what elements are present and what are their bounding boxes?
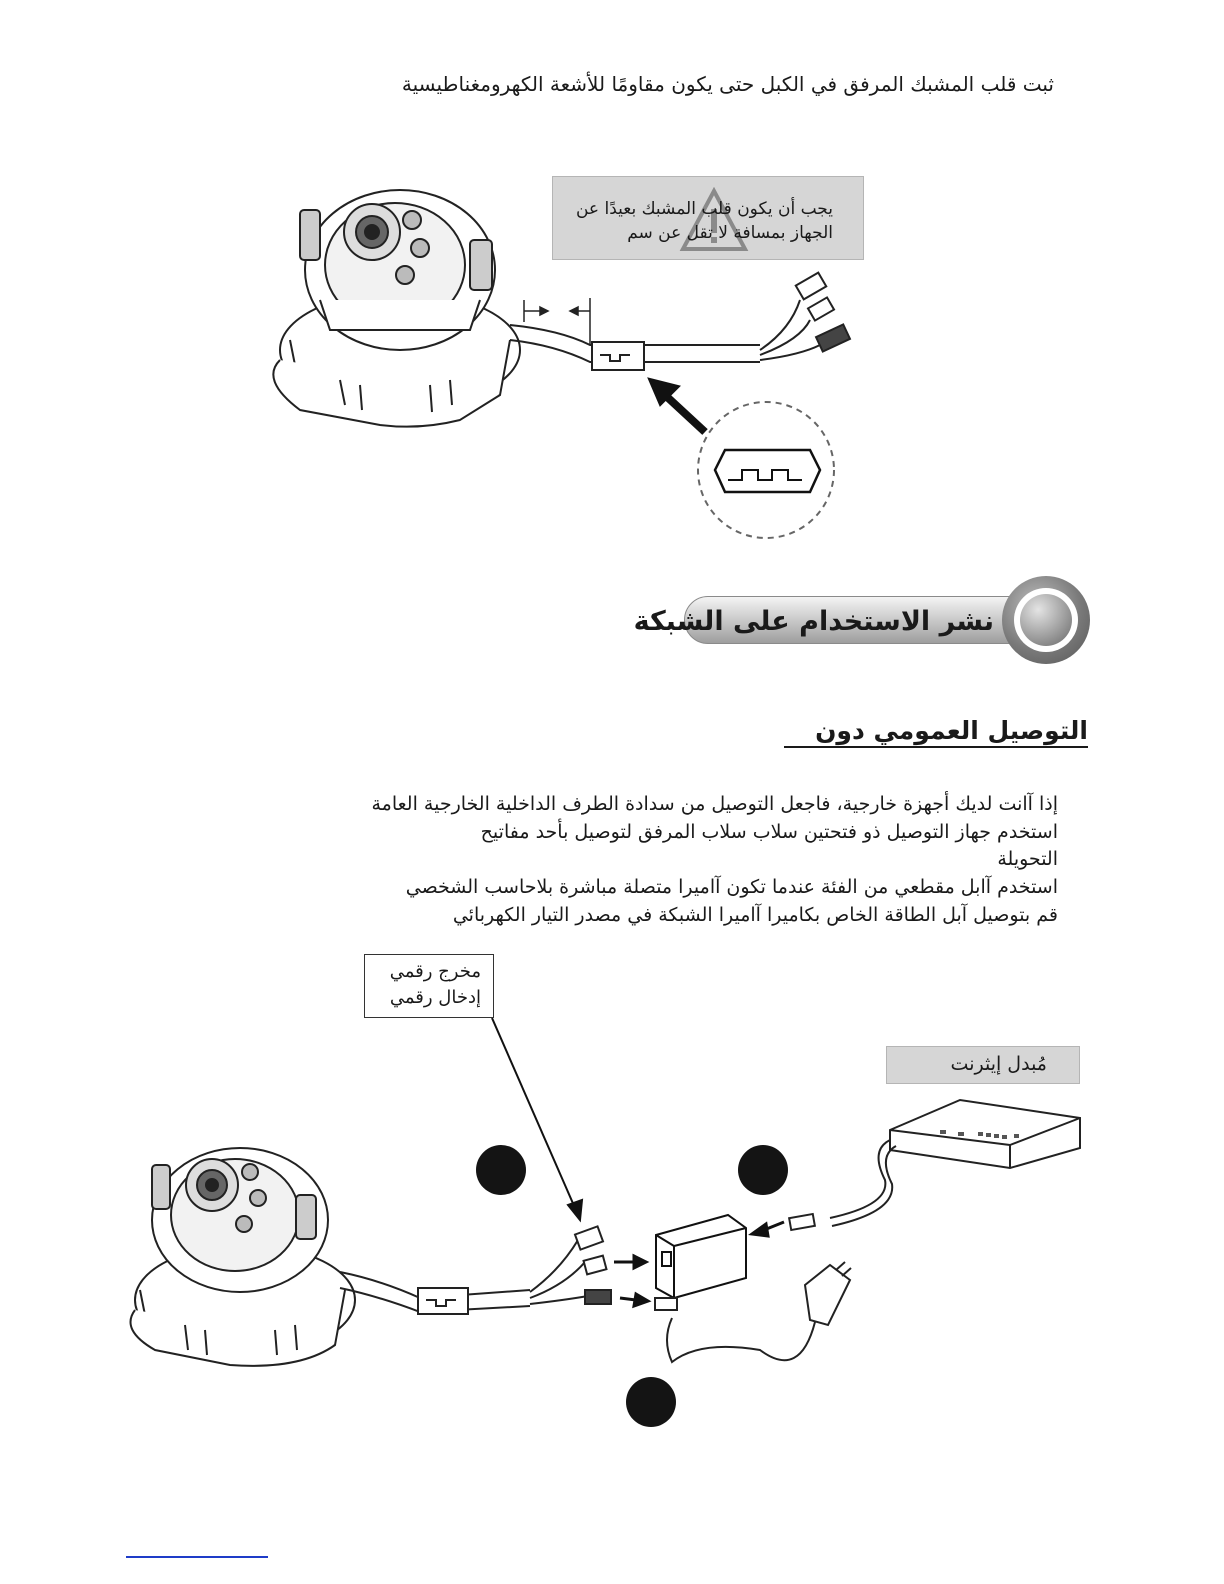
body-line-5: قم بتوصيل آبل الطاقة الخاص بكاميرا آاميرا الشبكة في مصدر التيار الكهربائي <box>452 904 1058 926</box>
ethernet-switch-label-text: مُبدل إيثرنت <box>950 1053 1047 1075</box>
cable-bottom <box>340 1240 588 1314</box>
body-line-3: التحويلة <box>997 848 1058 870</box>
banner-title: نشر الاستخدام على الشبكة <box>633 606 994 637</box>
footer-rule <box>126 1556 268 1558</box>
io-callout <box>364 954 494 1018</box>
dome-camera-bottom <box>131 1148 356 1366</box>
rj45-coupler <box>656 1215 746 1298</box>
cable-top <box>510 300 820 370</box>
step-marker-2 <box>738 1145 788 1195</box>
top-instruction: ثبت قلب المشبك المرفق في الكبل حتى يكون مقاومًا للأشعة الكهرومغناطيسية <box>401 72 1054 96</box>
connectors-bottom <box>575 1226 611 1304</box>
ethernet-switch <box>890 1100 1080 1168</box>
callout-line-1: مخرج رقمي <box>389 961 481 982</box>
switch-cable <box>789 1140 896 1230</box>
pointer-arrow <box>648 378 705 432</box>
distance-marker <box>524 298 590 345</box>
warning-note <box>552 176 864 260</box>
body-line-2: استخدم جهاز التوصيل ذو فتحتين سلاب سلاب المرفق لتوصيل بأحد مفاتيح <box>480 821 1058 843</box>
section-title: التوصيل العمومي دون <box>815 716 1088 745</box>
body-line-4: استخدم آابل مقطعي من الفئة عندما تكون آاميرا متصلة مباشرة بلاحاسب الشخصي <box>405 876 1058 898</box>
banner-disc-inner-icon <box>1020 594 1072 646</box>
section-title-underline <box>784 746 1088 748</box>
ethernet-switch-label <box>886 1046 1080 1084</box>
step-marker-1 <box>476 1145 526 1195</box>
callout-line-2: إدخال رقمي <box>389 987 481 1008</box>
warning-line-2: الجهاز بمسافة لا تقل عن سم <box>627 223 833 243</box>
warning-line-1: يجب أن يكون قلب المشبك بعيدًا عن <box>575 199 833 219</box>
step-marker-3 <box>626 1377 676 1427</box>
body-line-1: إذا آانت لديك أجهزة خارجية، فاجعل التوصيل من سدادة الطرف الداخلية الخارجية العامة <box>371 793 1058 815</box>
warning-triangle-icon <box>679 187 749 253</box>
ferrite-core-detail <box>698 402 834 538</box>
connectors-top <box>796 273 850 352</box>
dome-camera-top <box>273 190 520 427</box>
